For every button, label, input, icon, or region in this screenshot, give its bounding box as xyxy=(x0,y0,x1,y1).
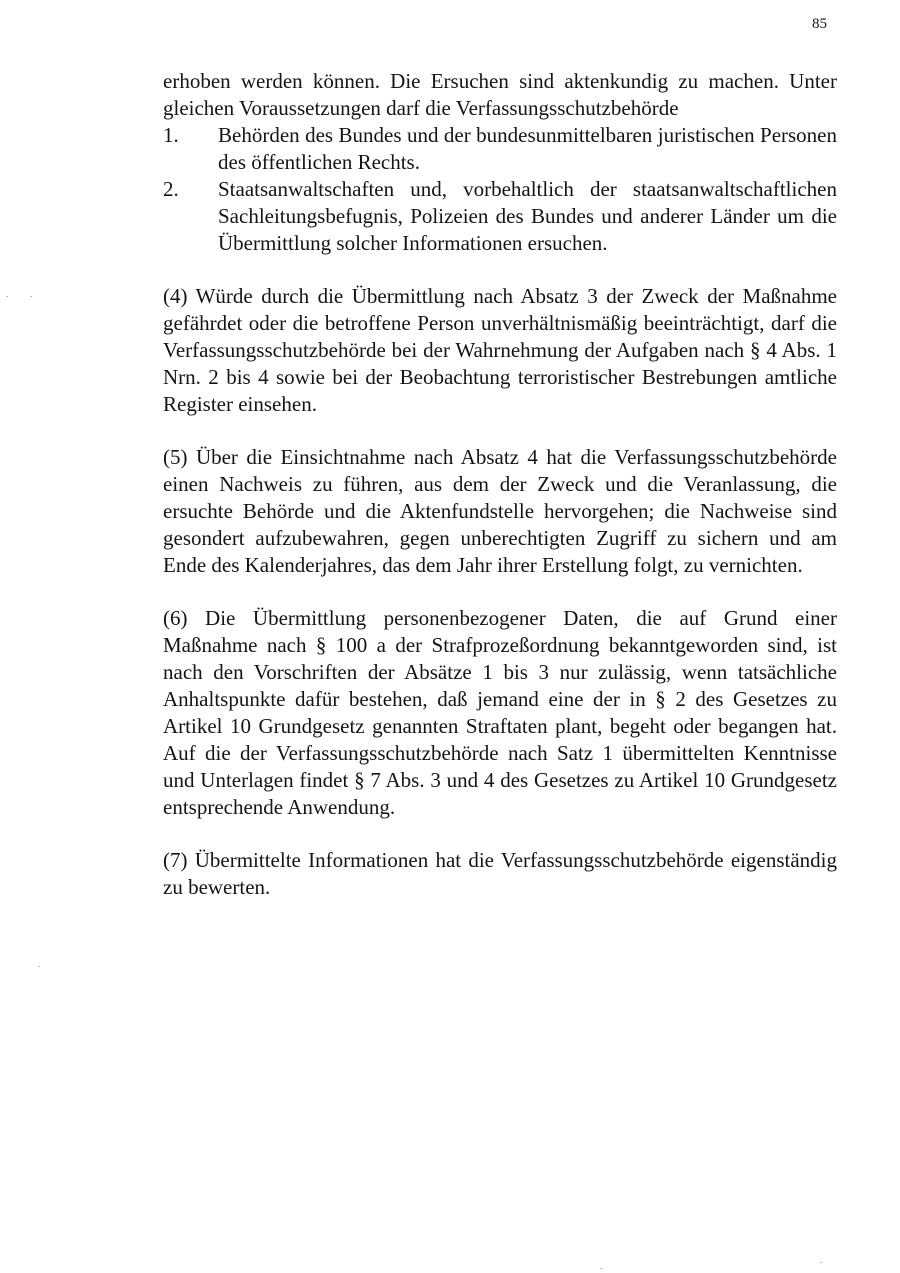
authority-list xyxy=(163,122,837,257)
list-item xyxy=(163,176,837,257)
paragraph-7: (7) Übermittelte Informationen hat die Verfassungsschutzbehörde eigenständig zu bewerten. xyxy=(163,848,837,899)
scan-speck xyxy=(38,966,40,967)
scan-speck xyxy=(600,1268,602,1269)
list-item xyxy=(163,122,837,176)
scan-speck xyxy=(6,296,8,297)
list-item-number: 1. xyxy=(163,123,179,147)
list-item-text: Behörden des Bundes und der bundesunmittelbaren juristischen Personen des öffentlichen Rechts. xyxy=(218,123,837,174)
scan-speck xyxy=(30,296,32,297)
document-body xyxy=(163,68,837,901)
paragraph-6: (6) Die Übermittlung personenbezogener Daten, die auf Grund einer Maßnahme nach § 100 a der Strafprozeßordnung bekanntgeworden sind, ist nach den Vorschriften der Absätze 1 bis 3 nur zulässig, wenn tatsächliche Anhaltspunkte dafür bestehen, daß jemand eine der in § 2 des Gesetzes zu Artikel 10 Grundgesetz genannten Straftaten plant, begeht oder begangen hat. Auf die der Verfassungsschutzbehörde nach Satz 1 übermittelten Kenntnisse und Unterlagen findet § 7 Abs. 3 und 4 des Gesetzes zu Artikel 10 Grundgesetz entsprechende Anwendung. xyxy=(163,606,837,819)
list-item-number: 2. xyxy=(163,177,179,201)
page-number: 85 xyxy=(812,16,827,32)
list-item-text: Staatsanwaltschaften und, vorbehaltlich der staatsanwaltschaftlichen Sachleitungsbefugnis, Polizeien des Bundes und anderer Länder um die Übermittlung solcher Informationen ersuchen. xyxy=(218,177,837,255)
paragraph-4: (4) Würde durch die Übermittlung nach Absatz 3 der Zweck der Maßnahme gefährdet oder die betroffene Person unverhältnismäßig beeinträchtigt, darf die Verfassungsschutzbehörde bei der Wahrnehmung der Aufgaben nach § 4 Abs. 1 Nrn. 2 bis 4 sowie bei der Beobachtung terroristischer Bestrebungen amtliche Register einsehen. xyxy=(163,284,837,416)
intro-paragraph: erhoben werden können. Die Ersuchen sind aktenkundig zu machen. Unter gleichen Voraussetzungen darf die Verfassungsschutzbehörde xyxy=(163,69,837,120)
scan-speck xyxy=(820,1262,822,1263)
paragraph-5: (5) Über die Einsichtnahme nach Absatz 4 hat die Verfassungsschutzbehörde einen Nachweis zu führen, aus dem der Zweck und die Veranlassung, die ersuchte Behörde und die Aktenfundstelle hervorgehen; die Nachweise sind gesondert aufzubewahren, gegen unberechtigten Zugriff zu sichern und am Ende des Kalenderjahres, das dem Jahr ihrer Erstellung folgt, zu vernichten. xyxy=(163,445,837,577)
